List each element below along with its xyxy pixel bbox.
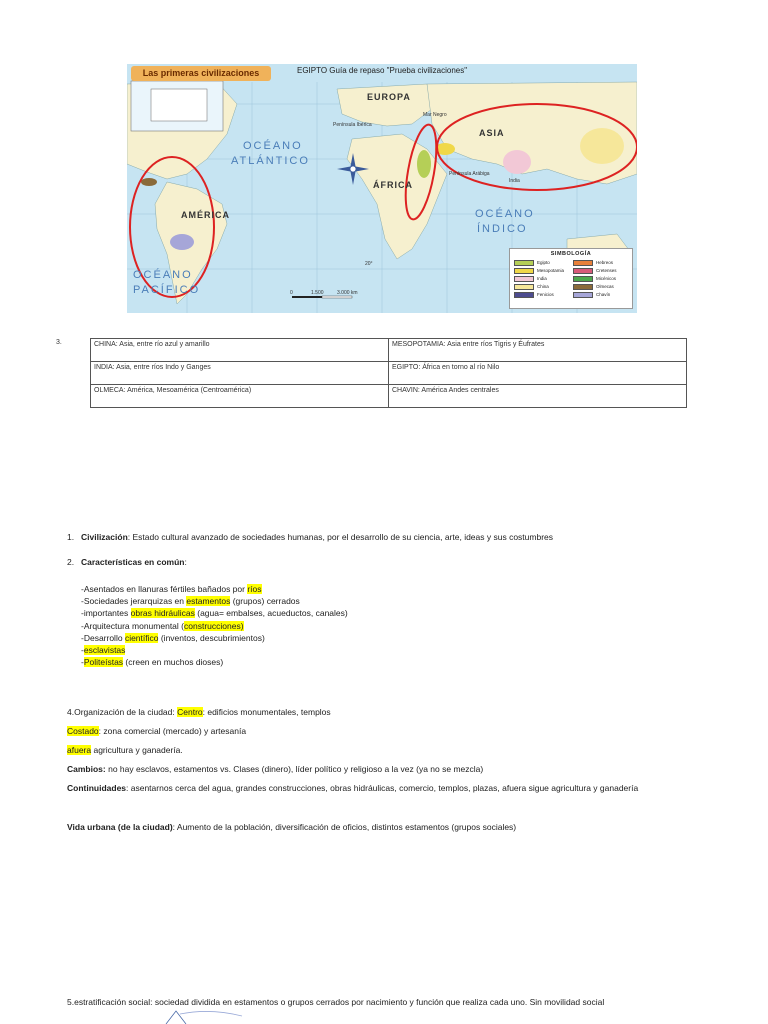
line-text: (inventos, descubrimientos) — [158, 632, 265, 643]
list-item — [81, 620, 348, 632]
legend-grid — [510, 257, 632, 298]
label-oceano-indico-2: ÍNDICO — [477, 223, 528, 235]
question-3-number: 3. — [56, 339, 62, 346]
label-oceano-atlantico-2: ATLÁNTICO — [231, 155, 310, 167]
highlight: construcciones) — [184, 620, 244, 631]
legend-name: Mesopotamia — [537, 268, 565, 273]
table-cell: MESOPOTAMIA: Asia entre ríos Tigris y Éufrates — [389, 339, 687, 362]
region-india — [503, 150, 531, 174]
item-1-definition: : Estado cultural avanzado de sociedades humanas, por el desarrollo de su ciencia, arte, ideas y sus costumbres — [127, 532, 554, 542]
label-america: AMÉRICA — [181, 210, 230, 220]
highlight: Politeístas — [83, 657, 124, 668]
vida-urbana-term: Vida urbana (de la ciudad) — [67, 822, 173, 832]
table-row — [91, 362, 687, 385]
legend-name: Cretenses — [596, 268, 617, 273]
legend-item-fenicios — [514, 291, 569, 298]
scale-mid: 1.500 — [311, 290, 324, 296]
scale-zero: 0 — [290, 290, 293, 296]
highlight-afuera: afuera — [67, 745, 92, 755]
legend-swatch — [514, 268, 534, 274]
item-2-heading — [67, 557, 187, 567]
line-text: -Desarrollo — [81, 632, 125, 643]
list-item — [81, 656, 348, 668]
vida-urbana-text: : Aumento de la población, diversificación de oficios, distintos estamentos (grupos sociales) — [172, 822, 517, 832]
cambios-text: no hay esclavos, estamentos vs. Clases (dinero), líder político y religioso a la vez (ya no se mezcla) — [105, 764, 484, 774]
line-text: (grupos) cerrados — [230, 596, 300, 607]
item-1-number: 1. — [67, 532, 75, 542]
map-legend — [509, 248, 633, 309]
label-asia: ASIA — [479, 128, 505, 138]
highlight: estamentos — [186, 596, 231, 607]
item-4-afuera-text: agricultura y ganadería. — [91, 745, 183, 755]
highlight-costado: Costado — [67, 726, 99, 736]
table-cell: INDIA: Asia, entre ríos Indo y Ganges — [91, 362, 389, 385]
legend-name: Micénicos — [596, 276, 617, 281]
legend-item-india — [514, 275, 569, 282]
region-chavin — [170, 234, 194, 250]
pyramid-diagram-icon — [160, 1008, 250, 1024]
highlight: obras hidráulicas — [130, 608, 195, 619]
legend-name: Olmecas — [596, 284, 614, 289]
table-row — [91, 385, 687, 408]
legend-swatch — [573, 284, 593, 290]
legend-swatch — [573, 260, 593, 266]
continuidades-term: Continuidades — [67, 783, 127, 793]
legend-swatch — [514, 260, 534, 266]
table-cell: EGIPTO: África en torno al río Nilo — [389, 362, 687, 385]
item-2-number: 2. — [67, 557, 75, 567]
label-europa: EUROPA — [367, 92, 411, 102]
list-item — [81, 644, 348, 656]
highlight-centro: Centro — [177, 707, 203, 717]
region-olmecas — [141, 178, 157, 186]
legend-item-chavin — [573, 291, 628, 298]
item-4-vida-urbana — [67, 822, 516, 832]
table-cell: CHAVIN: América Andes centrales — [389, 385, 687, 408]
line-text: -Asentados en llanuras fértiles bañados por — [81, 584, 248, 594]
region-china — [580, 128, 624, 164]
map-subtitle: EGIPTO Guía de repaso "Prueba civilizaciones" — [297, 66, 468, 75]
highlight: científico — [124, 632, 159, 643]
characteristics-list — [81, 583, 348, 668]
legend-item-egipto — [514, 259, 569, 266]
legend-name: India — [537, 276, 547, 281]
label-africa: ÁFRICA — [373, 180, 413, 190]
legend-swatch — [514, 284, 534, 290]
table-cell: CHINA: Asia, entre río azul y amarillo — [91, 339, 389, 362]
item-4-intro: 4.Organización de la ciudad: — [67, 707, 178, 717]
list-item — [81, 632, 348, 644]
table-cell: OLMECA: América, Mesoamérica (Centroamérica) — [91, 385, 389, 408]
highlight: esclavistas — [83, 645, 126, 656]
item-2-colon: : — [184, 557, 187, 567]
legend-title: SIMBOLOGÍA — [550, 251, 592, 257]
legend-swatch — [573, 276, 593, 282]
line-text: (agua= embalses, acueductos, canales) — [194, 608, 348, 619]
legend-name: Egipto — [537, 260, 550, 265]
item-4-costado-text: : zona comercial (mercado) y artesanía — [98, 726, 247, 736]
label-lat-20: 20° — [365, 261, 373, 267]
line-text: -Sociedades jerarquizas en — [81, 596, 187, 607]
highlight: ríos — [247, 584, 262, 594]
item-4-centro-text: : edificios monumentales, templos — [202, 707, 331, 717]
table-row — [91, 339, 687, 362]
legend-name: China — [537, 284, 549, 289]
item-4-cambios — [67, 764, 483, 774]
label-oceano-atlantico-1: OCÉANO — [243, 140, 303, 152]
legend-swatch — [514, 292, 534, 298]
label-oceano-pacifico-1: OCÉANO — [133, 269, 193, 281]
item-2-term: Características en común — [81, 557, 185, 567]
item-4-afuera — [67, 745, 183, 755]
label-mar-negro: Mar Negro — [423, 112, 447, 118]
legend-item-micenicos — [573, 275, 628, 282]
item-4-centro — [67, 707, 331, 717]
region-egipto — [417, 150, 431, 178]
item-4-costado — [67, 726, 246, 736]
line-text: - — [81, 657, 84, 668]
cambios-term: Cambios: — [67, 764, 106, 774]
legend-swatch — [573, 268, 593, 274]
line-text: -importantes — [81, 608, 131, 619]
scale-end: 3.000 km — [337, 290, 358, 296]
item-5-estratificacion: 5.estratificación social: sociedad dividida en estamentos o grupos cerrados por nacimiento y función que realiza cada uno. Sin movilidad social — [67, 997, 605, 1007]
list-item — [81, 607, 348, 619]
civilizations-map — [127, 64, 637, 313]
scale-bar — [292, 296, 352, 298]
civilizations-table — [90, 338, 687, 408]
list-item — [81, 583, 348, 595]
item-4-continuidades — [67, 783, 638, 793]
legend-name: Fenicios — [537, 292, 554, 297]
line-text: (creen en muchos dioses) — [123, 657, 224, 668]
label-peninsula-arabiga: Península Arábiga — [449, 171, 490, 177]
legend-item-mesopotamia — [514, 267, 569, 274]
continuidades-text: : asentarnos cerca del agua, grandes construcciones, obras hidráulicas, comercio, templos, plazas, afuera sigue agricultura y ganadería — [126, 783, 639, 793]
label-oceano-pacifico-2: PACÍFICO — [133, 284, 201, 296]
line-text: -Arquitectura monumental ( — [81, 620, 184, 631]
list-item — [81, 595, 348, 607]
line-text: - — [81, 645, 84, 656]
item-1-term: Civilización — [81, 532, 128, 542]
label-india: India — [509, 178, 520, 184]
label-peninsula-iberica: Península Ibérica — [333, 122, 372, 128]
legend-swatch — [514, 276, 534, 282]
legend-name: Hebreos — [596, 260, 614, 265]
item-1-civilizacion — [67, 532, 553, 542]
map-title: Las primeras civilizaciones — [131, 66, 271, 81]
label-oceano-indico-1: OCÉANO — [475, 208, 535, 220]
legend-name: Chavín — [596, 292, 611, 297]
legend-item-olmecas — [573, 283, 628, 290]
legend-item-hebreos — [573, 259, 628, 266]
legend-item-cretenses — [573, 267, 628, 274]
legend-item-china — [514, 283, 569, 290]
legend-swatch — [573, 292, 593, 298]
